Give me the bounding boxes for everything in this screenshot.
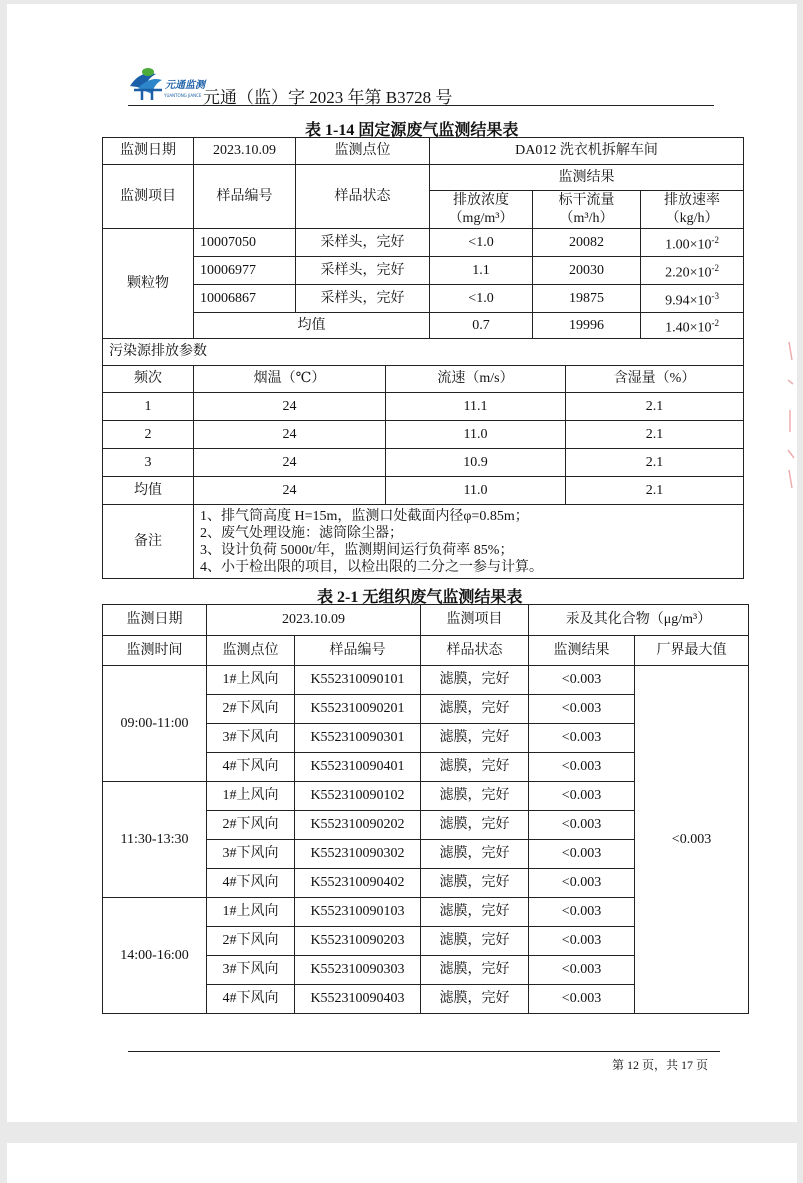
sample-state: 滤膜，完好 [421, 927, 529, 956]
time-header: 监测时间 [103, 636, 207, 666]
monitor-point: 2#下风向 [207, 695, 295, 724]
result-value: <0.003 [529, 985, 635, 1014]
freq-header: 频次 [103, 366, 194, 393]
sample-state: 滤膜，完好 [421, 898, 529, 927]
flow: 20030 [533, 257, 641, 285]
company-logo [128, 64, 205, 102]
flow: 20082 [533, 229, 641, 257]
freq-cell: 均值 [103, 477, 194, 505]
sample-number: K552310090101 [295, 666, 421, 695]
temp-cell: 24 [194, 477, 386, 505]
average-flow: 19996 [533, 313, 641, 339]
table1-fixed-source [102, 137, 744, 579]
sample-number: K552310090102 [295, 782, 421, 811]
sample-state: 滤膜，完好 [421, 956, 529, 985]
concentration: <1.0 [430, 229, 533, 257]
sample-number: K552310090201 [295, 695, 421, 724]
time-period: 11:30-13:30 [103, 782, 207, 898]
svg-text:YUANTONG JIANCE: YUANTONG JIANCE [164, 93, 202, 98]
result-label: 监测结果 [430, 165, 744, 191]
sample-number: K552310090402 [295, 869, 421, 898]
monitor-point: 4#下风向 [207, 869, 295, 898]
monitor-point: 3#下风向 [207, 724, 295, 753]
result-value: <0.003 [529, 811, 635, 840]
conc-header: 排放浓度 （mg/m³） [430, 191, 533, 229]
page-number: 第 12 页，共 17 页 [612, 1058, 709, 1072]
sample-number: K552310090403 [295, 985, 421, 1014]
sample-number: K552310090401 [295, 753, 421, 782]
footer-rule [128, 1051, 720, 1052]
header-rule [128, 105, 714, 106]
average-concentration: 0.7 [430, 313, 533, 339]
freq-cell: 2 [103, 421, 194, 449]
monitor-point: 2#下风向 [207, 927, 295, 956]
state-header: 样品状态 [421, 636, 529, 666]
sample-number: K552310090303 [295, 956, 421, 985]
emission-rate: $9.94\times 10^{-3}$ [641, 285, 744, 313]
point-header: 监测点位 [207, 636, 295, 666]
pollutant-name: 颗粒物 [103, 229, 194, 339]
moisture-cell: 2.1 [566, 393, 744, 421]
sample-state: 滤膜，完好 [421, 985, 529, 1014]
monitor-point: 1#上风向 [207, 898, 295, 927]
notes-body [194, 505, 744, 579]
item-label: 监测项目 [421, 605, 529, 636]
table2-caption: 表 2-1 无组织废气监测结果表 [317, 589, 523, 606]
sample-state: 滤膜，完好 [421, 753, 529, 782]
emission-rate: $2.20\times 10^{-2}$ [641, 257, 744, 285]
max-header: 厂界最大值 [635, 636, 749, 666]
rate-header: 排放速率 （kg/h） [641, 191, 744, 229]
date-value: 2023.10.09 [207, 605, 421, 636]
item-label: 监测项目 [103, 165, 194, 229]
params-title: 污染源排放参数 [103, 339, 744, 366]
result-value: <0.003 [529, 869, 635, 898]
moisture-cell: 2.1 [566, 449, 744, 477]
result-value: <0.003 [529, 695, 635, 724]
sample-number: K552310090301 [295, 724, 421, 753]
velocity-cell: 11.0 [386, 421, 566, 449]
note-line: 4、小于检出限的项目，以检出限的二分之一参与计算。 [200, 559, 543, 575]
svg-text:元通监测: 元通监测 [165, 80, 205, 91]
flow-header: 标干流量 （m³/h） [533, 191, 641, 229]
moisture-header: 含湿量（%） [566, 366, 744, 393]
velocity-header: 流速（m/s） [386, 366, 566, 393]
sample-state: 滤膜，完好 [421, 695, 529, 724]
notes-label: 备注 [103, 505, 194, 579]
monitor-point: 2#下风向 [207, 811, 295, 840]
moisture-cell: 2.1 [566, 477, 744, 505]
boundary-max-value: <0.003 [635, 666, 749, 1014]
result-header: 监测结果 [529, 636, 635, 666]
result-value: <0.003 [529, 782, 635, 811]
average-emission-rate: $1.40\times 10^{-2}$ [641, 313, 744, 339]
sample-state: 滤膜，完好 [421, 869, 529, 898]
concentration: <1.0 [430, 285, 533, 313]
result-value: <0.003 [529, 956, 635, 985]
velocity-cell: 10.9 [386, 449, 566, 477]
sample-number: K552310090203 [295, 927, 421, 956]
temp-cell: 24 [194, 393, 386, 421]
sample-state-label: 样品状态 [296, 165, 430, 229]
sample-number: K552310090202 [295, 811, 421, 840]
sample-header: 样品编号 [295, 636, 421, 666]
item-value: 汞及其化合物（μg/m³） [529, 605, 749, 636]
note-line: 3、设计负荷 5000t/年，监测期间运行负荷率 85%； [200, 542, 514, 558]
monitor-point: 3#下风向 [207, 956, 295, 985]
result-value: <0.003 [529, 927, 635, 956]
note-line: 2、废气处理设施：滤筒除尘器； [200, 525, 403, 541]
result-value: <0.003 [529, 753, 635, 782]
sample-number: K552310090302 [295, 840, 421, 869]
result-value: <0.003 [529, 724, 635, 753]
sample-state: 采样头，完好 [296, 285, 430, 313]
monitor-point: 3#下风向 [207, 840, 295, 869]
sample-state: 采样头，完好 [296, 257, 430, 285]
date-label: 监测日期 [103, 138, 194, 165]
temp-cell: 24 [194, 449, 386, 477]
monitor-point: 1#上风向 [207, 666, 295, 695]
sample-state: 滤膜，完好 [421, 811, 529, 840]
freq-cell: 3 [103, 449, 194, 477]
moisture-cell: 2.1 [566, 421, 744, 449]
temp-header: 烟温（℃） [194, 366, 386, 393]
concentration: 1.1 [430, 257, 533, 285]
time-period: 09:00-11:00 [103, 666, 207, 782]
temp-cell: 24 [194, 421, 386, 449]
date-label: 监测日期 [103, 605, 207, 636]
sample-state: 滤膜，完好 [421, 782, 529, 811]
sample-number: 10006867 [194, 285, 296, 313]
monitor-point: 4#下风向 [207, 985, 295, 1014]
average-label: 均值 [194, 313, 430, 339]
flow: 19875 [533, 285, 641, 313]
result-value: <0.003 [529, 840, 635, 869]
freq-cell: 1 [103, 393, 194, 421]
velocity-cell: 11.1 [386, 393, 566, 421]
sample-state: 滤膜，完好 [421, 840, 529, 869]
sample-number: 10006977 [194, 257, 296, 285]
emission-rate: $1.00\times 10^{-2}$ [641, 229, 744, 257]
sample-number: 10007050 [194, 229, 296, 257]
note-line: 1、排气筒高度 H=15m，监测口处截面内径φ=0.85m； [200, 508, 529, 524]
point-label: 监测点位 [296, 138, 430, 165]
sample-state: 采样头，完好 [296, 229, 430, 257]
sample-state: 滤膜，完好 [421, 724, 529, 753]
table1-caption: 表 1-14 固定源废气监测结果表 [305, 122, 519, 139]
point-value: DA012 洗衣机拆解车间 [430, 138, 744, 165]
result-value: <0.003 [529, 898, 635, 927]
result-value: <0.003 [529, 666, 635, 695]
sample-number: K552310090103 [295, 898, 421, 927]
monitor-point: 4#下风向 [207, 753, 295, 782]
table2-fugitive [102, 604, 749, 1014]
monitor-point: 1#上风向 [207, 782, 295, 811]
sample-no-label: 样品编号 [194, 165, 296, 229]
date-value: 2023.10.09 [194, 138, 296, 165]
document-number: 元通（监）字 2023 年第 B3728 号 [203, 88, 453, 107]
seal-edge-mark [786, 340, 796, 490]
time-period: 14:00-16:00 [103, 898, 207, 1014]
sample-state: 滤膜，完好 [421, 666, 529, 695]
next-page-edge [7, 1143, 797, 1183]
velocity-cell: 11.0 [386, 477, 566, 505]
